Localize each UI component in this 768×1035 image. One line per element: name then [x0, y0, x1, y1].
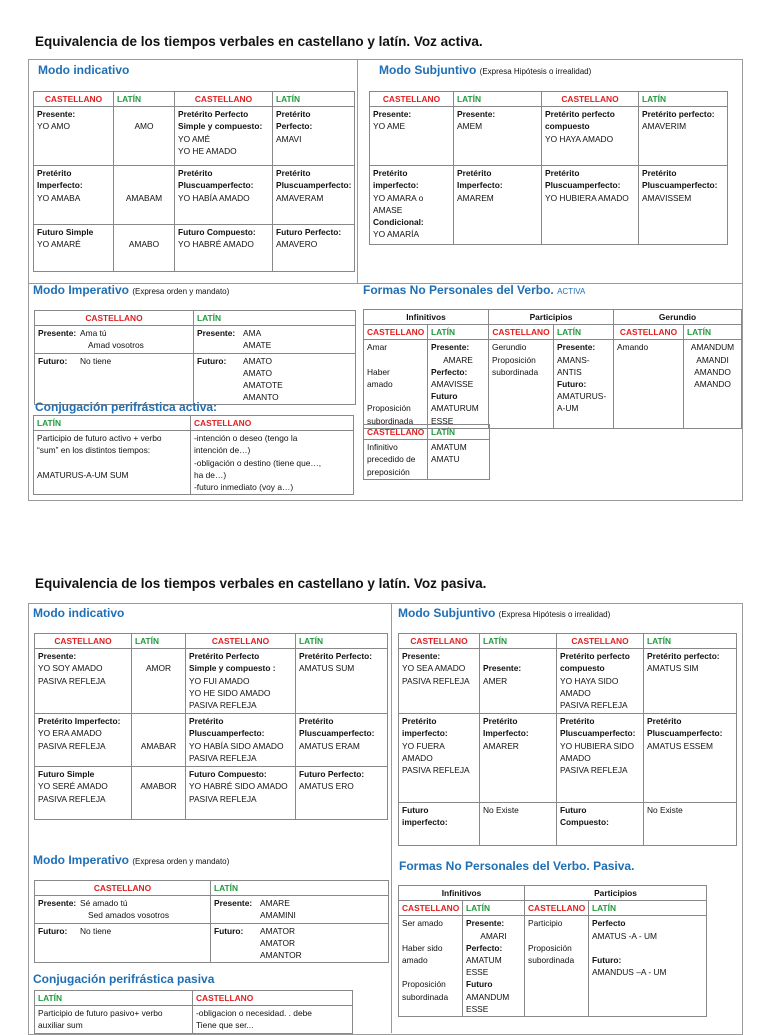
passive-imperativo-note: (Expresa orden y mandato) — [132, 857, 230, 866]
table-row — [399, 916, 707, 1017]
column-header: LATÍN — [296, 634, 388, 649]
group-header-row — [364, 310, 742, 325]
table-cell: No Existe — [644, 803, 737, 846]
column-header: CASTELLANO — [186, 634, 296, 649]
table-row — [364, 440, 490, 480]
passive-subjuntivo-heading: Modo Subjuntivo (Expresa Hipótesis o irrealidad) — [398, 606, 611, 620]
column-header: LATÍN — [34, 416, 191, 431]
table-cell: Pretérito Imperfecto: AMARER — [480, 714, 557, 803]
table-cell: Presente: AMEM — [454, 107, 542, 166]
table-header-row — [364, 425, 490, 440]
participio-latin-cell: Perfecto AMATUS -A - UM Futuro: AMANDUS –A - UM — [589, 916, 707, 1017]
active-no-personales-heading: Formas No Personales del Verbo. ACTIVA — [363, 283, 586, 297]
active-perifrastica-table — [33, 415, 354, 495]
table-cell: AMO — [114, 107, 175, 166]
column-header: LATÍN — [114, 92, 175, 107]
group-header: Participios — [525, 886, 707, 901]
table-cell: Presente: YO AME — [370, 107, 454, 166]
active-indicativo-table — [33, 91, 355, 272]
infinitivo-castellano-cell: Amar Haber amado Proposición subordinada — [364, 340, 428, 428]
table-cell: Pretérito perfecto compuesto YO HAYA AMADO — [542, 107, 639, 166]
active-imperativo-table — [34, 310, 356, 405]
passive-divider-vertical — [391, 603, 392, 1033]
column-header: CASTELLANO — [191, 416, 354, 431]
table-header-row — [35, 311, 356, 326]
table-header-row — [399, 634, 737, 649]
table-header-row — [34, 92, 355, 107]
group-header: Gerundio — [614, 310, 742, 325]
column-header: LATÍN — [480, 634, 557, 649]
table-cell: Futuro Perfecto: AMAVERO — [273, 225, 355, 272]
table-cell: AMABAM — [114, 166, 175, 225]
participio-castellano-cell: Gerundio Proposición subordinada — [489, 340, 554, 428]
group-header: Participios — [489, 310, 614, 325]
active-no-personales-table — [363, 309, 742, 429]
passive-no-personales-heading: Formas No Personales del Verbo. Pasiva. — [399, 859, 635, 873]
table-cell: Pretérito perfecto compuesto YO HAYA SIDO AMADO PASIVA REFLEJA — [557, 649, 644, 714]
passive-subjuntivo-note: (Expresa Hipótesis o irrealidad) — [498, 610, 611, 619]
column-header: LATÍN — [554, 325, 614, 340]
table-cell: Pretérito Imperfecto: YO ERA AMADO PASIVA REFLEJA — [35, 714, 132, 767]
table-cell: No Existe — [480, 803, 557, 846]
column-header: CASTELLANO — [399, 901, 463, 916]
table-cell: Pretérito Pluscuamperfecto: YO HUBIERA AMADO — [542, 166, 639, 245]
column-header: CASTELLANO — [35, 634, 132, 649]
table-row — [35, 714, 388, 767]
table-header-row — [370, 92, 728, 107]
passive-perifrastica-heading: Conjugación perifrástica pasiva — [33, 972, 215, 986]
active-page-title: Equivalencia de los tiempos verbales en castellano y latín. Voz activa. — [35, 34, 483, 49]
column-header: CASTELLANO — [364, 325, 428, 340]
imperative-castellano-cell: Futuro: No tiene — [35, 923, 211, 963]
table-row — [35, 896, 389, 923]
imperative-castellano-cell: Presente: Sé amado tú Sed amados vosotros — [35, 896, 211, 923]
column-header: CASTELLANO — [175, 92, 273, 107]
table-cell: Pretérito Perfecto: AMAVI — [273, 107, 355, 166]
infinitivo-preposicion-latin-cell: AMATUM AMATU — [428, 440, 490, 480]
active-subjuntivo-heading: Modo Subjuntivo (Expresa Hipótesis o irrealidad) — [379, 63, 592, 77]
table-cell: Futuro Compuesto: — [557, 803, 644, 846]
group-header-row — [399, 886, 707, 901]
column-header: CASTELLANO — [489, 325, 554, 340]
gerundio-castellano-cell: Amando — [614, 340, 684, 428]
table-cell: Pretérito Pluscuamperfecto: AMATUS ERAM — [296, 714, 388, 767]
table-row — [399, 649, 737, 714]
column-header: LATÍN — [211, 881, 389, 896]
table-cell: AMABO — [114, 225, 175, 272]
column-header: LATÍN — [273, 92, 355, 107]
table-header-row — [34, 416, 354, 431]
table-row — [34, 431, 354, 495]
table-row — [399, 803, 737, 846]
table-cell: Futuro imperfecto: — [399, 803, 480, 846]
table-cell: Pretérito imperfecto: YO AMARA o AMASE Condicional: YO AMARÍA — [370, 166, 454, 245]
table-header-row — [35, 991, 353, 1006]
participio-latin-cell: Presente: AMANS- ANTIS Futuro: AMATURUS- A-UM — [554, 340, 614, 428]
table-cell: Pretérito Pluscuamperfecto: YO HABÍA AMADO — [175, 166, 273, 225]
imperative-castellano-cell: Futuro: No tiene — [35, 353, 194, 405]
column-header: LATÍN — [684, 325, 742, 340]
perifrastica-latin-cell: Participio de futuro activo + verbo “sum” en los distintos tiempos: AMATURUS-A-UM SUM — [34, 431, 191, 495]
gerundio-latin-cell: AMANDUM AMANDI AMANDO AMANDO — [684, 340, 742, 428]
column-header: CASTELLANO — [370, 92, 454, 107]
table-cell: Futuro Simple YO SERÉ AMADO PASIVA REFLEJA — [35, 767, 132, 820]
column-header: LATÍN — [428, 425, 490, 440]
table-cell: Presente: AMER — [480, 649, 557, 714]
imperative-latin-cell: Futuro: AMATOR AMATOR AMANTOR — [211, 923, 389, 963]
table-cell: Pretérito Perfecto: AMATUS SUM — [296, 649, 388, 714]
passive-page-title: Equivalencia de los tiempos verbales en castellano y latín. Voz pasiva. — [35, 576, 487, 591]
table-cell: Pretérito imperfecto: YO FUERA AMADO PASIVA REFLEJA — [399, 714, 480, 803]
table-row — [34, 225, 355, 272]
table-row — [35, 923, 389, 963]
column-header: CASTELLANO — [525, 901, 589, 916]
column-header: LATÍN — [132, 634, 186, 649]
column-header: LATÍN — [644, 634, 737, 649]
table-row — [35, 1006, 353, 1033]
infinitivo-latin-cell: Presente: AMARI Perfecto: AMATUM ESSE Futuro AMANDUM ESSE — [463, 916, 525, 1017]
imperative-castellano-cell: Presente: Ama tú Amad vosotros — [35, 326, 194, 353]
group-header: Infinitivos — [364, 310, 489, 325]
column-header: LATÍN — [194, 311, 356, 326]
table-row — [35, 353, 356, 405]
table-row — [399, 714, 737, 803]
table-cell: Futuro Perfecto: AMATUS ERO — [296, 767, 388, 820]
table-row — [35, 767, 388, 820]
active-perifrastica-heading: Conjugación perifrástica activa: — [35, 400, 218, 414]
table-cell: Pretérito perfecto: AMATUS SIM — [644, 649, 737, 714]
passive-imperativo-heading: Modo Imperativo (Expresa orden y mandato) — [33, 853, 230, 867]
column-header: CASTELLANO — [35, 881, 211, 896]
table-cell: Presente: YO AMO — [34, 107, 114, 166]
table-header-row — [35, 881, 389, 896]
table-cell: Pretérito Pluscuamperfecto: YO HABÍA SIDO AMADO PASIVA REFLEJA — [186, 714, 296, 767]
infinitivo-latin-cell: Presente: AMARE Perfecto: AMAVISSE Futuro AMATURUM ESSE — [428, 340, 489, 428]
table-row — [34, 166, 355, 225]
imperative-latin-cell: Presente: AMARE AMAMINI — [211, 896, 389, 923]
column-header: CASTELLANO — [557, 634, 644, 649]
infinitivo-preposicion-cell: Infinitivo precedido de preposición — [364, 440, 428, 480]
table-header-row — [35, 634, 388, 649]
table-cell: Pretérito Perfecto Simple y compuesto: YO AMÉ YO HE AMADO — [175, 107, 273, 166]
column-header: CASTELLANO — [542, 92, 639, 107]
column-header: LATÍN — [35, 991, 193, 1006]
table-cell: Pretérito Pluscuamperfecto: AMATUS ESSEM — [644, 714, 737, 803]
table-cell: Pretérito Pluscuamperfecto: YO HUBIERA SIDO AMADO PASIVA REFLEJA — [557, 714, 644, 803]
table-cell: Presente: YO SOY AMADO PASIVA REFLEJA — [35, 649, 132, 714]
passive-imperativo-table — [34, 880, 389, 963]
active-divider-vertical — [357, 59, 358, 283]
table-row — [364, 340, 742, 428]
column-header: CASTELLANO — [614, 325, 684, 340]
passive-no-personales-table — [398, 885, 707, 1017]
table-cell: AMOR — [132, 649, 186, 714]
active-imperativo-heading: Modo Imperativo (Expresa orden y mandato) — [33, 283, 230, 297]
perifrastica-castellano-cell: -obligacion o necesidad. . debe Tiene que ser... — [193, 1006, 353, 1033]
table-row — [35, 649, 388, 714]
table-cell: Pretérito Pluscuamperfecto: AMAVISSEM — [639, 166, 728, 245]
table-cell: Pretérito Imperfecto: YO AMABA — [34, 166, 114, 225]
column-header: LATÍN — [463, 901, 525, 916]
table-row — [34, 107, 355, 166]
table-row — [35, 326, 356, 353]
column-header: LATÍN — [454, 92, 542, 107]
active-subjuntivo-table — [369, 91, 728, 245]
table-cell: AMABAR — [132, 714, 186, 767]
active-no-personales-extra-table — [363, 424, 490, 480]
column-header: CASTELLANO — [364, 425, 428, 440]
table-cell: Futuro Compuesto: YO HABRÉ SIDO AMADO PASIVA REFLEJA — [186, 767, 296, 820]
active-imperativo-note: (Expresa orden y mandato) — [132, 287, 230, 296]
imperative-latin-cell: Presente: AMA AMATE — [194, 326, 356, 353]
passive-subjuntivo-table — [398, 633, 737, 846]
table-cell: Pretérito perfecto: AMAVERIM — [639, 107, 728, 166]
participio-castellano-cell: Participio Proposición subordinada — [525, 916, 589, 1017]
column-header: LATÍN — [639, 92, 728, 107]
column-header: LATÍN — [428, 325, 489, 340]
passive-perifrastica-table — [34, 990, 353, 1034]
table-cell: Pretérito Pluscuamperfecto: AMAVERAM — [273, 166, 355, 225]
infinitivo-castellano-cell: Ser amado Haber sido amado Proposición subordinada — [399, 916, 463, 1017]
imperative-latin-cell: Futuro: AMATO AMATO AMATOTE AMANTO — [194, 353, 356, 405]
column-header: CASTELLANO — [34, 92, 114, 107]
table-header-row — [364, 325, 742, 340]
column-header: CASTELLANO — [399, 634, 480, 649]
table-cell: Presente: YO SEA AMADO PASIVA REFLEJA — [399, 649, 480, 714]
column-header: CASTELLANO — [35, 311, 194, 326]
passive-indicativo-heading: Modo indicativo — [33, 606, 125, 620]
passive-indicativo-table — [34, 633, 388, 820]
active-indicativo-heading: Modo indicativo — [38, 63, 130, 77]
perifrastica-castellano-cell: -intención o deseo (tengo la intención de…) -obligación o destino (tiene que…, ha de…) -futuro inmediato (voy a…) — [191, 431, 354, 495]
table-row — [370, 107, 728, 166]
table-cell: Futuro Compuesto: YO HABRÉ AMADO — [175, 225, 273, 272]
active-no-personales-tag: ACTIVA — [557, 287, 586, 296]
table-cell: Pretérito Perfecto Simple y compuesto : YO FUI AMADO YO HE SIDO AMADO PASIVA REFLEJA — [186, 649, 296, 714]
group-header: Infinitivos — [399, 886, 525, 901]
perifrastica-latin-cell: Participio de futuro pasivo+ verbo auxiliar sum — [35, 1006, 193, 1033]
table-cell: Pretérito Imperfecto: AMAREM — [454, 166, 542, 245]
column-header: LATÍN — [589, 901, 707, 916]
column-header: CASTELLANO — [193, 991, 353, 1006]
table-cell: AMABOR — [132, 767, 186, 820]
table-header-row — [399, 901, 707, 916]
table-row — [370, 166, 728, 245]
active-subjuntivo-note: (Expresa Hipótesis o irrealidad) — [479, 67, 592, 76]
table-cell: Futuro Simple YO AMARÉ — [34, 225, 114, 272]
